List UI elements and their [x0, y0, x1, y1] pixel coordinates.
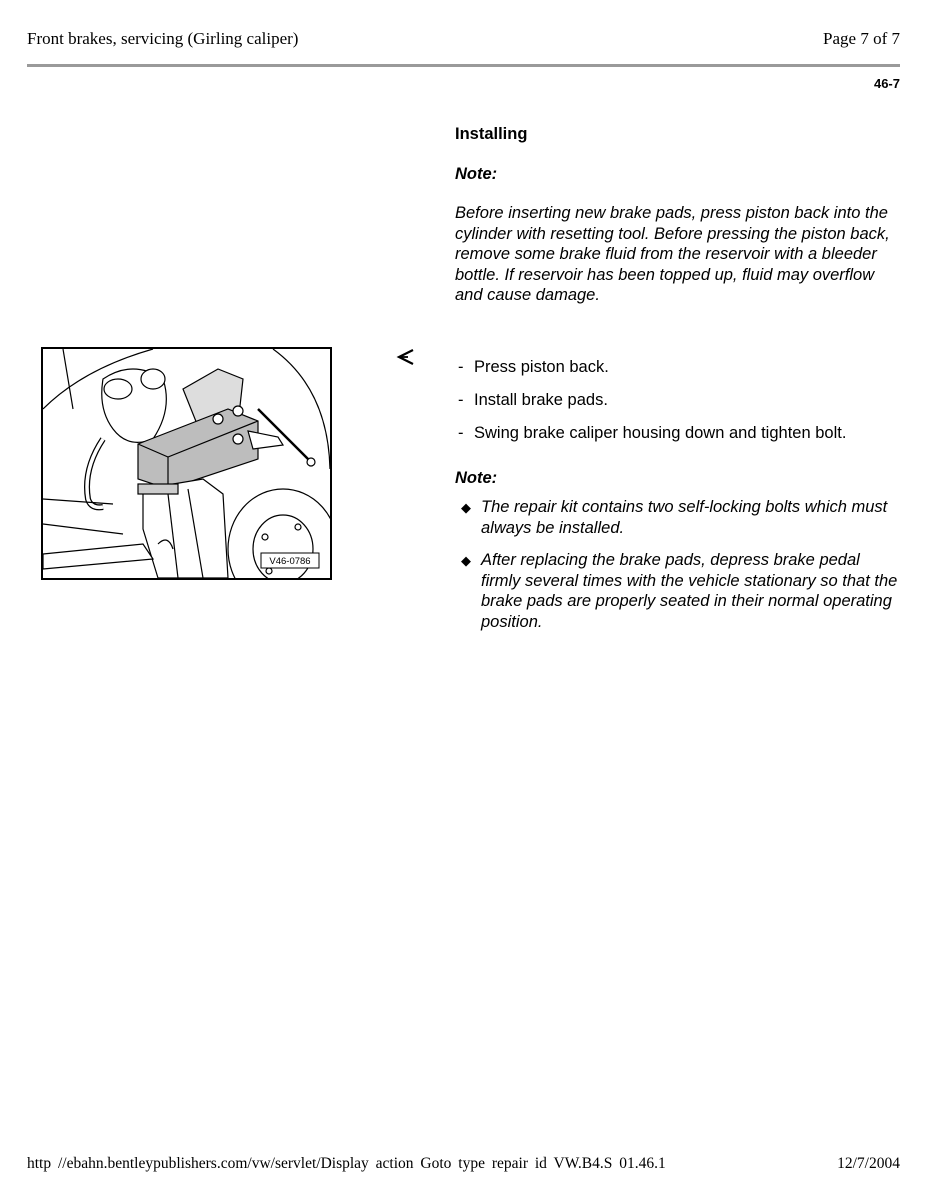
step-item	[458, 390, 898, 410]
bullet-list	[460, 497, 900, 644]
note-label: Note:	[455, 164, 498, 183]
bullet-text: The repair kit contains two self-locking bolts which must always be installed.	[481, 498, 888, 537]
steps-list	[458, 357, 898, 456]
caliper-drawing	[43, 349, 330, 578]
note-label: Note:	[455, 469, 498, 487]
step-dash: -	[458, 424, 464, 442]
footer-url: http //ebahn.bentleypublishers.com/vw/servlet/Display action Goto type repair id VW.B4.S 01.46.1	[27, 1155, 666, 1172]
section-number: 46-7	[873, 76, 900, 91]
step-item	[458, 357, 898, 377]
note-text: Before inserting new brake pads, press piston back into the cylinder with resetting tool. Before pressing the piston back, remove some brake fluid from the reservoir with a bleeder bottle. If reservoir has been topped up, fluid may overflow and cause damage.	[455, 204, 890, 304]
brake-caliper-illustration	[41, 347, 332, 580]
bullet-item	[460, 497, 900, 538]
footer-date: 12/7/2004	[837, 1155, 900, 1172]
page-number: Page 7 of 7	[823, 29, 900, 48]
bullet-item	[460, 550, 900, 632]
header-divider	[27, 64, 900, 67]
step-item	[458, 423, 898, 443]
step-text: Swing brake caliper housing down and tighten bolt.	[474, 424, 847, 442]
instructions-column	[455, 124, 895, 306]
step-text: Install brake pads.	[474, 391, 608, 409]
step-dash: -	[458, 391, 464, 409]
pointer-arrow-icon	[396, 347, 416, 367]
section-heading: Installing	[455, 125, 528, 143]
diamond-bullet-icon: ◆	[461, 500, 471, 515]
step-text: Press piston back.	[474, 358, 609, 376]
step-dash: -	[458, 358, 464, 376]
page-title: Front brakes, servicing (Girling caliper)	[27, 29, 299, 48]
bullet-text: After replacing the brake pads, depress brake pedal firmly several times with the vehicle stationary so that the brake pads are properly seated in their normal operating position.	[481, 551, 898, 631]
diamond-bullet-icon: ◆	[461, 553, 471, 568]
figure-label: V46-0786	[269, 556, 311, 567]
